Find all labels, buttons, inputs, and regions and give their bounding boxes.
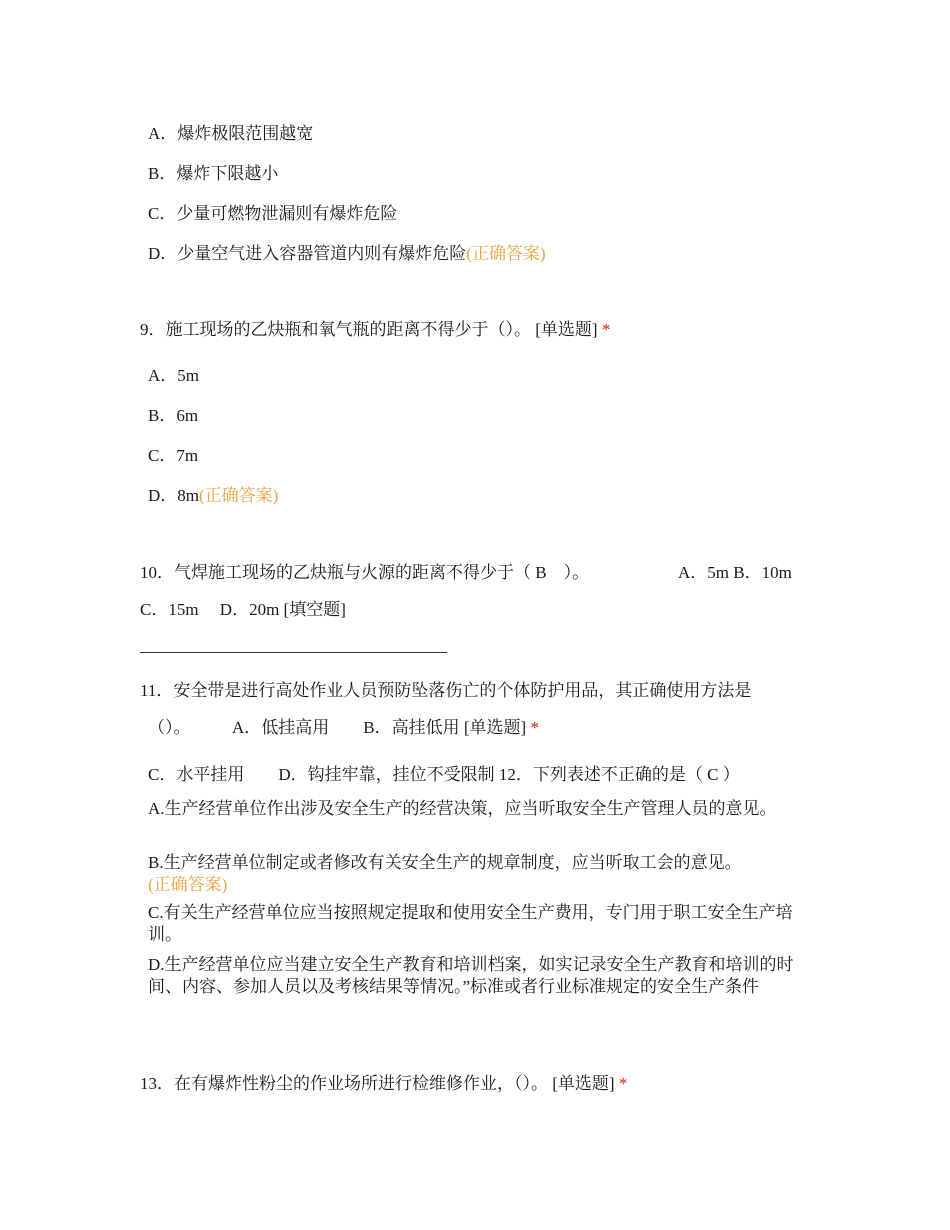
q11-stem-continued [148,718,191,738]
q11-options-row2 [148,765,740,785]
q10-stem [140,563,589,583]
option-label: C.有关生产经营单位应当按照规定提取和使用安全生产费用，专门用于职工安全生产培训。 [148,903,793,944]
option-text: A．低挂高用 B．高挂低用 [单选题] [232,718,527,737]
q9-option-c[interactable] [148,446,198,466]
required-mark: * [601,320,611,339]
option-label: B.生产经营单位制定或者修改有关安全生产的规章制度，应当听取工会的意见。 [148,853,742,872]
q8-option-a[interactable] [148,124,313,144]
q12-option-b[interactable] [148,852,813,896]
option-label: D．少量空气进入容器管道内则有爆炸危险 [148,244,467,263]
q9-option-b[interactable] [148,406,198,426]
q8-option-b[interactable] [148,164,278,184]
correct-answer-tag: (正确答案) [148,875,228,894]
q11-stem [140,681,751,701]
option-label: A．5m [148,366,199,385]
q8-option-d[interactable] [148,244,546,264]
correct-answer-tag: (正确答案) [199,486,279,505]
q8-option-c[interactable] [148,204,397,224]
option-label: C．7m [148,446,199,465]
option-label: A．爆炸极限范围越宽 [148,124,314,143]
required-mark: * [530,718,539,737]
question-text: 9．施工现场的乙炔瓶和氧气瓶的距离不得少于（）。 [单选题] [140,320,598,339]
q11-options-row1 [232,718,539,738]
option-label: C．少量可燃物泄漏则有爆炸危险 [148,204,398,223]
option-text: C．水平挂用 D．钩挂牢靠，挂位不受限制 12．下列表述不正确的是（ C ） [148,765,740,784]
question-text: 11．安全带是进行高处作业人员预防坠落伤亡的个体防护用品，其正确使用方法是 [140,681,752,700]
q9-option-d[interactable] [148,486,278,506]
q9-option-a[interactable] [148,366,199,386]
q10-stem-continued [140,600,346,620]
q12-option-a[interactable] [148,798,813,820]
option-label: B．爆炸下限越小 [148,164,279,183]
q12-option-d[interactable] [148,954,813,998]
required-mark: * [618,1074,628,1093]
question-text: C．15m D．20m [填空题] [140,600,346,619]
option-label: A.生产经营单位作出涉及安全生产的经营决策，应当听取安全生产管理人员的意见。 [148,799,777,818]
fill-in-blank-line[interactable] [140,652,447,653]
correct-answer-tag: (正确答案) [466,244,546,263]
option-label: D．8m [148,486,199,505]
question-text: 10．气焊施工现场的乙炔瓶与火源的距离不得少于（ B ）。 [140,563,590,582]
option-label: D.生产经营单位应当建立安全生产教育和培训档案，如实记录安全生产教育和培训的时间、内容、参加人员以及考核结果等情况。”标准或者行业标准规定的安全生产条件 [148,955,794,996]
question-text: 13．在有爆炸性粉尘的作业场所进行检维修作业，（）。 [单选题] [140,1074,615,1093]
option-text: A．5m B．10m [678,563,792,582]
q13-stem [140,1074,627,1094]
q10-inline-options [678,563,792,583]
question-text: （）。 [148,718,191,737]
q12-option-c[interactable] [148,902,813,946]
q9-stem [140,320,610,340]
option-label: B．6m [148,406,199,425]
